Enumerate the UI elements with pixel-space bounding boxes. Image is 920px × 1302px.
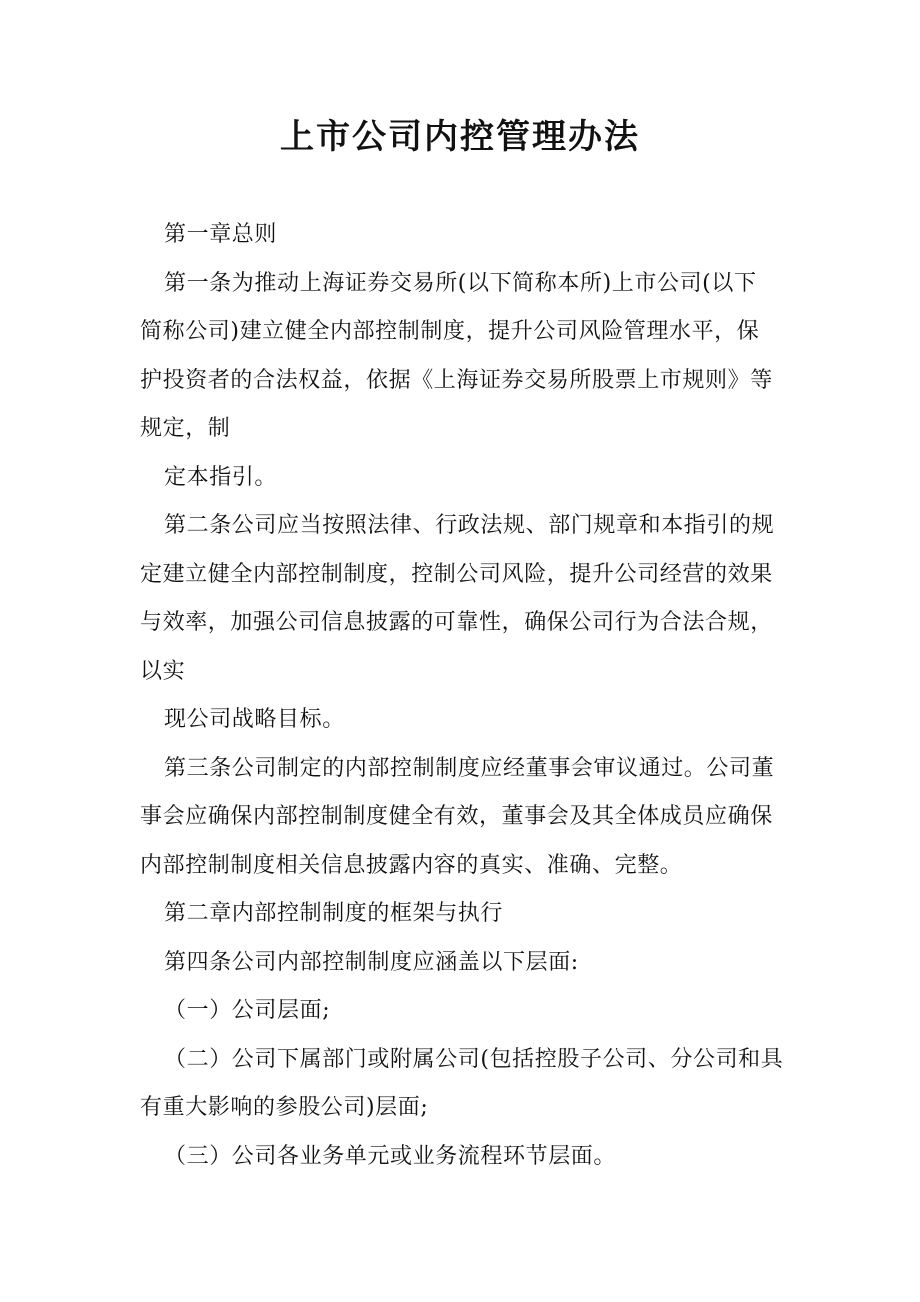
article-3-line-2: 事会应确保内部控制制度健全有效，董事会及其全体成员应确保 [140, 804, 773, 829]
article-2-line-5: 现公司战略目标。 [164, 707, 345, 732]
article-1-line-2: 简称公司)建立健全内部控制制度，提升公司风险管理水平，保 [140, 319, 760, 344]
list-item: （三）公司各业务单元或业务流程环节层面。 [164, 1143, 617, 1169]
article-2-line-2: 定建立健全内部控制制度，控制公司风险，提升公司经营的效果 [140, 561, 773, 587]
list-item: （二）公司下属部门或附属公司(包括控股子公司、分公司和具 [164, 1046, 784, 1072]
article-3-line-3: 内部控制制度相关信息披露内容的真实、准确、完整。 [140, 852, 683, 878]
document-title: 上市公司内控管理办法 [280, 117, 640, 157]
article-1-line-1: 第一条为推动上海证券交易所(以下简称本所)上市公司(以下 [164, 270, 757, 296]
article-1-line-3: 护投资者的合法权益，依据《上海证券交易所股票上市规则》等 [140, 367, 773, 393]
list-item: （一）公司层面; [164, 998, 331, 1023]
document-body [140, 211, 790, 1181]
chapter-heading: 第一章总则 [164, 222, 278, 247]
article-1-line-4: 规定，制 [140, 416, 231, 441]
chapter-heading: 第二章内部控制制度的框架与执行 [164, 901, 504, 926]
article-2-line-1: 第二条公司应当按照法律、行政法规、部门规章和本指引的规 [164, 513, 775, 538]
article-2-line-3: 与效率，加强公司信息披露的可靠性，确保公司行为合法合规， [140, 610, 773, 635]
article-1-line-5: 定本指引。 [164, 464, 278, 490]
article-3-line-1: 第三条公司制定的内部控制制度应经董事会审议通过。公司董 [164, 755, 775, 781]
article-2-line-4: 以实 [140, 658, 186, 684]
article-4-line-1: 第四条公司内部控制制度应涵盖以下层面: [164, 949, 579, 975]
list-item-continued: 有重大影响的参股公司)层面; [140, 1095, 429, 1120]
